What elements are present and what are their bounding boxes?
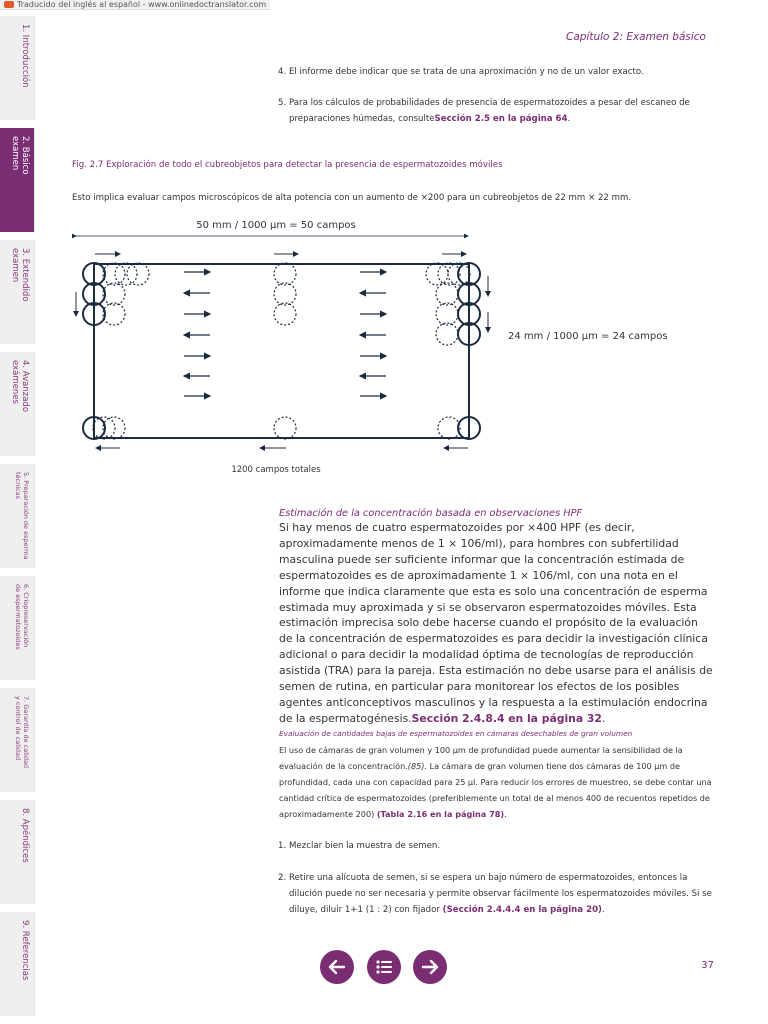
top-dimension-label: 50 mm / 1000 µm = 50 campos: [196, 220, 356, 231]
list-item: [278, 838, 718, 854]
page-number: 37: [701, 960, 714, 971]
next-page-button[interactable]: [413, 950, 447, 984]
interior-scan-arrows: [184, 272, 386, 396]
list-text-block: [278, 870, 718, 918]
list-number: 4.: [278, 67, 287, 77]
tab-label: 2. Básico examen: [10, 136, 30, 175]
tab-label: 9. Referencias: [20, 920, 30, 981]
list-number: 5.: [278, 98, 287, 108]
list-text-end: .: [567, 114, 571, 124]
list-text: Para los cálculos de probabilidades de presencia de espermatozoides a pesar del escaneo de preparaciones húmedas, consulte: [289, 98, 690, 124]
list-text: El informe debe indicar que se trata de una aproximación y no de un valor exacto.: [289, 67, 644, 77]
translator-logo-icon: [4, 1, 14, 8]
tab-examenes-avanzados[interactable]: [0, 352, 35, 456]
low-counts-text-b: . La cámara de gran volumen tiene dos cámaras de 100 µm de profundidad, cada una con capacidad para 25 µl. Para reducir los errores de muestreo, se debe contar una cantidad crítica de espermatozoides (preferiblemente un total de al menos 400 de recuentos repetidos de aproximadamente 200): [279, 760, 712, 819]
arrow-right-icon: [413, 950, 447, 984]
list-text-block: [278, 95, 718, 127]
low-counts-heading: Evaluación de cantidades bajas de espermatozoides en cámaras desechables de gran volumen: [279, 729, 633, 738]
estimation-body: [279, 520, 713, 727]
low-counts-end: .: [504, 808, 507, 819]
tab-label: 6. Criopreservación de espermatozoides: [14, 584, 30, 650]
tab-apendices[interactable]: [0, 800, 35, 904]
citation-ref: (85): [407, 760, 425, 771]
tab-examen-basico[interactable]: [0, 128, 35, 232]
tab-introduccion[interactable]: [0, 16, 35, 120]
coverslip-outline: [94, 264, 469, 438]
list-item: [278, 95, 718, 127]
field-circles-solid: [83, 263, 480, 439]
estimation-text: Si hay menos de cuatro espermatozoides por ×400 HPF (es decir, aproximadamente menos de 1 × 106/ml), para hombres con subfertilidad masculina puede ser suficiente informar que la concentración estimada de espermatozoides es de aproximadamente 1 × 106/ml, con una nota en el informe que indica claramente que esta es solo una concentración de esperma estimada muy aproximada y si se observaron espermatozoides móviles. Esta estimación imprecisa solo debe hacerse cuando el propósito de la evaluación de la concentración de espermatozoides es para decidir la investigación clínica adicional o para decidir la modalidad óptima de tecnologías de reproducción asistida (TRA) para la pareja. Esta estimación no debe usarse para el análisis de semen de rutina, en particular para monitorear los efectos de los posibles agentes anticonceptivos masculinos y la respuesta a la estimulación endocrina de la espermatogénesis.: [279, 521, 713, 725]
banner-text: Traducido del inglés al español - www.onlinedoctranslator.com: [17, 0, 267, 9]
coverslip-scan-diagram: [68, 212, 668, 482]
estimation-heading: Estimación de la concentración basada en observaciones HPF: [279, 508, 583, 519]
table-link[interactable]: (Tabla 2.16 en la página 78): [376, 808, 505, 819]
chapter-heading: Capítulo 2: Examen básico: [565, 31, 706, 43]
low-counts-text-a: El uso de cámaras de gran volumen y 100 µm de profundidad puede aumentar la sensibilidad de la evaluación de la concentración.: [279, 745, 683, 771]
figure-caption: Fig. 2.7 Exploración de todo el cubreobjetos para detectar la presencia de espermatozoides móviles: [72, 160, 503, 170]
section-link[interactable]: Sección 2.5 en la página 64: [434, 114, 568, 124]
tab-referencias[interactable]: [0, 912, 35, 1016]
tab-label: 3. Extendido examen: [10, 248, 30, 302]
tab-examen-extendido[interactable]: [0, 240, 35, 344]
list-text: Mezclar bien la muestra de semen.: [289, 841, 441, 851]
total-fields-label: 1200 campos totales: [231, 465, 321, 475]
low-counts-body: [279, 743, 717, 823]
list-text-end: .: [601, 905, 605, 915]
tab-label: 1. Introducción: [20, 24, 30, 88]
tab-label: 5. Preparación de esperma técnicas: [14, 472, 30, 560]
right-dimension-label: 24 mm / 1000 µm = 24 campos: [508, 331, 668, 342]
tab-preparacion-esperma[interactable]: [0, 464, 35, 568]
section-link[interactable]: Sección 2.4.8.4 en la página 32: [411, 711, 602, 725]
tab-label: 4. Avanzado exámenes: [10, 360, 30, 413]
tab-label: 7. Garantía de calidad y control de calidad: [14, 696, 30, 769]
tab-garantia-calidad[interactable]: [0, 688, 35, 792]
previous-page-button[interactable]: [320, 950, 354, 984]
list-icon: [367, 950, 401, 984]
list-number: 2.: [278, 873, 287, 883]
field-circles-dashed: [93, 263, 470, 439]
translator-banner: [0, 0, 270, 10]
figure-intro: Esto implica evaluar campos microscópicos de alta potencia con un aumento de ×200 para un cubreobjetos de 22 mm × 22 mm.: [72, 193, 632, 203]
list-item: [278, 64, 718, 80]
list-number: 1.: [278, 841, 287, 851]
list-item: [278, 870, 718, 918]
section-link[interactable]: (Sección 2.4.4.4 en la página 20): [442, 905, 602, 915]
estimation-end: .: [601, 711, 606, 725]
list-text: Retire una alícuota de semen, si se espera un bajo número de espermatozoides, entonces la dilución puede no ser necesaria y permite observar fácilmente los espermatozoides móviles. Si se diluye, diluir 1+1 (1 : 2) con fijador: [289, 873, 712, 915]
tab-criopreservacion[interactable]: [0, 576, 35, 680]
tab-label: 8. Apéndices: [20, 808, 30, 863]
table-of-contents-button[interactable]: [367, 950, 401, 984]
arrow-left-icon: [320, 950, 354, 984]
